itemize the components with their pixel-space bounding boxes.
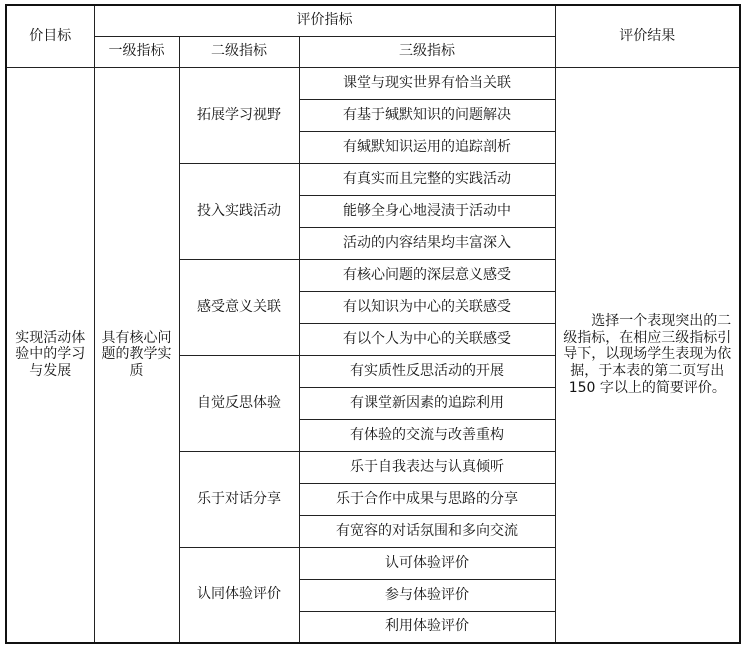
- level3-cell: 能够全身心地浸渍于活动中: [299, 195, 555, 227]
- level3-cell: 活动的内容结果均丰富深入: [299, 227, 555, 259]
- level3-cell: 有课堂新因素的追踪利用: [299, 387, 555, 419]
- evaluation-table: [5, 4, 741, 644]
- header-level1: 一级指标: [94, 36, 179, 67]
- header-level2: 二级指标: [179, 36, 299, 67]
- goal-cell: 实现活动体验中的学习与发展: [6, 67, 94, 643]
- result-cell: [555, 67, 740, 643]
- level2-cell: 乐于对话分享: [179, 451, 299, 547]
- level1-cell: 具有核心问题的教学实质: [94, 67, 179, 643]
- level2-cell: 感受意义关联: [179, 259, 299, 355]
- level3-cell: 课堂与现实世界有恰当关联: [299, 67, 555, 99]
- level3-cell: 有体验的交流与改善重构: [299, 419, 555, 451]
- level2-cell: 自觉反思体验: [179, 355, 299, 451]
- level3-cell: 有基于缄默知识的问题解决: [299, 99, 555, 131]
- level3-cell: 有缄默知识运用的追踪剖析: [299, 131, 555, 163]
- level3-cell: 有以个人为中心的关联感受: [299, 323, 555, 355]
- level3-cell: 有核心问题的深层意义感受: [299, 259, 555, 291]
- level3-cell: 参与体验评价: [299, 579, 555, 611]
- header-row-1: [6, 5, 740, 36]
- level2-cell: 拓展学习视野: [179, 67, 299, 163]
- level3-cell: 有真实而且完整的实践活动: [299, 163, 555, 195]
- level3-cell: 有以知识为中心的关联感受: [299, 291, 555, 323]
- level3-cell: 乐于合作中成果与思路的分享: [299, 483, 555, 515]
- header-result: 评价结果: [555, 5, 740, 67]
- level3-cell: 有宽容的对话氛围和多向交流: [299, 515, 555, 547]
- level3-cell: 利用体验评价: [299, 611, 555, 643]
- level3-cell: 认可体验评价: [299, 547, 555, 579]
- level3-cell: 乐于自我表达与认真倾听: [299, 451, 555, 483]
- table-row: [6, 67, 740, 99]
- header-goal: 价目标: [6, 5, 94, 67]
- header-indicators: 评价指标: [94, 5, 555, 36]
- header-level3: 三级指标: [299, 36, 555, 67]
- level3-cell: 有实质性反思活动的开展: [299, 355, 555, 387]
- result-text: 选择一个表现突出的二级指标，在相应三级指标引导下，以现场学生表现为依据，于本表的第二页写出 150 字以上的简要评价。: [563, 312, 732, 396]
- level2-cell: 投入实践活动: [179, 163, 299, 259]
- level2-cell: 认同体验评价: [179, 547, 299, 643]
